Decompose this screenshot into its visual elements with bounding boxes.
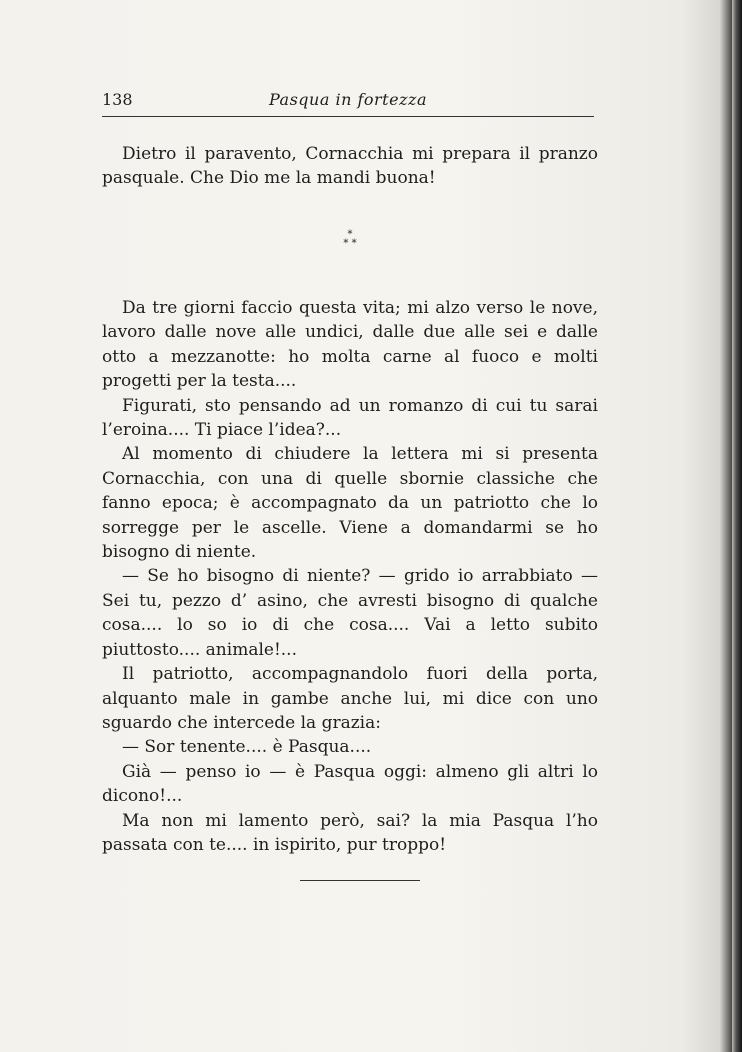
text-block-before-break — [102, 142, 598, 191]
paragraph: Ma non mi lamento però, sai? la mia Pasqua l’ho passata con te.... in ispirito, pur troppo! — [102, 810, 598, 855]
paragraph: — Se ho bisogno di niente? — grido io arrabbiato — Sei tu, pezzo d’ asino, che avresti bisogno di qualche cosa.... lo so io di che cosa.... Vai a letto subito piuttosto.... animale!... — [102, 566, 598, 660]
paragraph: Da tre giorni faccio questa vita; mi alzo verso le nove, lavoro dalle nove alle undici, dalle due alle sei e dalle otto a mezzanotte: ho molta carne al fuoco e molti progetti per la testa.... — [102, 298, 598, 392]
paragraph: — Sor tenente.... è Pasqua.... — [122, 737, 372, 758]
paragraph: Il patriotto, accompagnandolo fuori della porta, alquanto male in gambe anche lui, mi dice con uno sguardo che intercede la grazia: — [102, 664, 598, 733]
asterism-bottom: * * — [343, 238, 357, 249]
page-number: 138 — [102, 90, 133, 109]
paragraph: Al momento di chiudere la lettera mi si presenta Cornacchia, con una di quelle sbornie classiche che fanno epoca; è accompagnato da un patriotto che lo sorregge per le ascelle. Viene a domandarmi se ho bisogno di niente. — [102, 444, 598, 563]
running-title: Pasqua in fortezza — [269, 90, 427, 109]
paragraph: Già — penso io — è Pasqua oggi: almeno gli altri lo dicono!... — [102, 761, 598, 807]
book-spine-edge — [732, 0, 742, 1052]
section-break-asterism — [320, 230, 380, 258]
chapter-end-rule — [300, 880, 420, 881]
paragraph: Figurati, sto pensando ad un romanzo di cui tu sarai l’eroina.... Ti piace l’idea?... — [102, 395, 598, 441]
running-head — [102, 90, 594, 117]
paragraph: Dietro il paravento, Cornacchia mi prepara il pranzo pasquale. Che Dio me la mandi buona! — [102, 144, 598, 189]
text-block-after-break — [102, 296, 598, 857]
asterism-top: * — [347, 229, 353, 240]
